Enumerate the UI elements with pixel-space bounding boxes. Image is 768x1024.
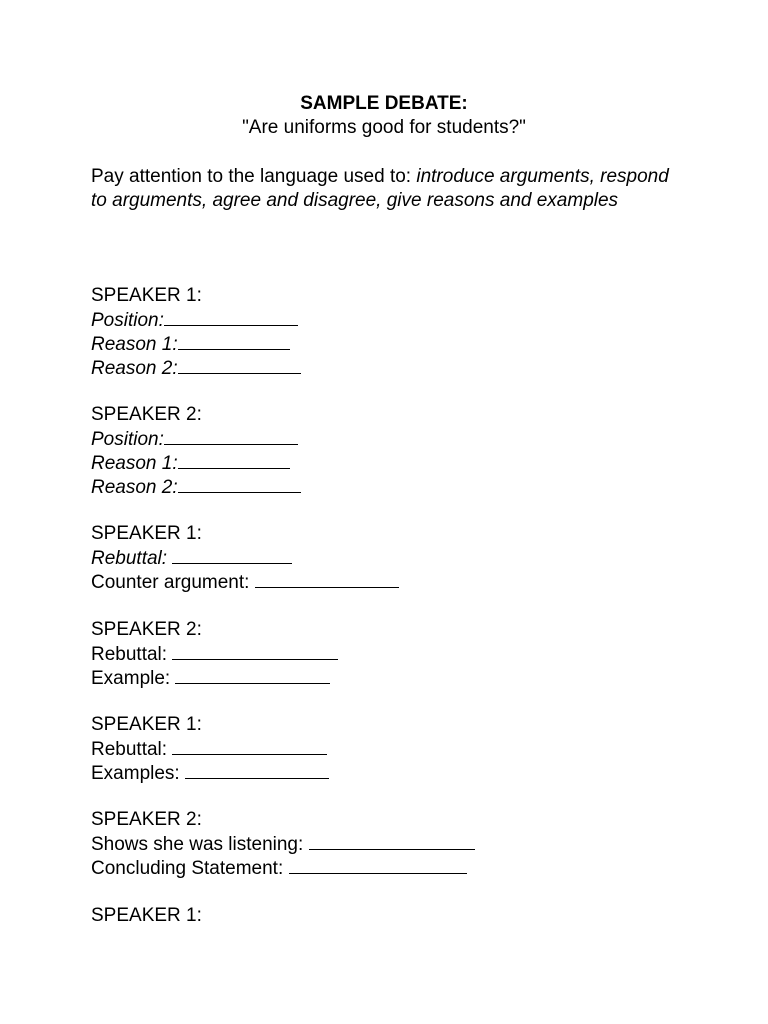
answer-blank[interactable] (289, 856, 467, 874)
form-field-row (91, 546, 399, 570)
speaker-section-4 (91, 618, 338, 690)
speaker-heading: SPEAKER 2: (91, 809, 202, 830)
answer-blank[interactable] (185, 761, 329, 779)
form-field-row (91, 832, 475, 856)
form-field-row (91, 737, 329, 761)
form-field-row (91, 642, 338, 666)
title-block (0, 92, 768, 140)
answer-blank[interactable] (164, 427, 298, 445)
speaker-heading: SPEAKER 1: (91, 905, 202, 926)
field-label: Example: (91, 668, 176, 689)
answer-blank[interactable] (180, 356, 301, 374)
speaker-section-7 (91, 904, 202, 928)
form-field-row (91, 666, 338, 690)
field-label: Position: (91, 310, 164, 331)
field-label: Reason 2: (91, 477, 178, 498)
speaker-section-5 (91, 713, 329, 785)
speaker-section-6 (91, 808, 475, 880)
form-field-row (91, 308, 301, 332)
field-label: Shows she was listening: (91, 834, 309, 855)
field-label: Counter argument: (91, 572, 255, 593)
speaker-section-2 (91, 403, 301, 499)
speaker-heading: SPEAKER 2: (91, 619, 202, 640)
form-field-row (91, 356, 301, 380)
answer-blank[interactable] (172, 642, 338, 660)
intro-lead: Pay attention to the language used to: (91, 166, 417, 187)
form-field-row (91, 475, 301, 499)
field-label: Reason 1: (91, 334, 178, 355)
answer-blank[interactable] (178, 475, 301, 493)
speaker-heading: SPEAKER 1: (91, 714, 202, 735)
field-label: Position: (91, 429, 164, 450)
answer-blank[interactable] (255, 570, 399, 588)
intro-emphasis: introduce arguments, respond to arguments, agree and disagree, give reasons and examples (91, 166, 669, 211)
speaker-section-1 (91, 284, 301, 380)
form-field-row (91, 761, 329, 785)
answer-blank[interactable] (164, 308, 298, 326)
field-label: Rebuttal: (91, 739, 173, 760)
field-label: Examples: (91, 763, 185, 784)
form-field-row (91, 427, 301, 451)
field-label: Rebuttal: (91, 644, 173, 665)
intro-paragraph (91, 165, 671, 213)
speaker-heading: SPEAKER 2: (91, 404, 202, 425)
answer-blank[interactable] (175, 666, 330, 684)
document-title: SAMPLE DEBATE: (300, 93, 468, 114)
speaker-section-3 (91, 522, 399, 594)
speaker-heading: SPEAKER 1: (91, 285, 202, 306)
field-label: Reason 1: (91, 453, 178, 474)
field-label: Rebuttal: (91, 548, 173, 569)
answer-blank[interactable] (309, 832, 475, 850)
field-label: Concluding Statement: (91, 858, 289, 879)
answer-blank[interactable] (180, 332, 290, 350)
document-subtitle: "Are uniforms good for students?" (242, 117, 526, 138)
speaker-heading: SPEAKER 1: (91, 523, 202, 544)
field-label: Reason 2: (91, 358, 178, 379)
form-field-row (91, 856, 475, 880)
answer-blank[interactable] (172, 737, 327, 755)
answer-blank[interactable] (180, 451, 290, 469)
form-field-row (91, 570, 399, 594)
form-field-row (91, 451, 301, 475)
answer-blank[interactable] (172, 546, 292, 564)
form-field-row (91, 332, 301, 356)
